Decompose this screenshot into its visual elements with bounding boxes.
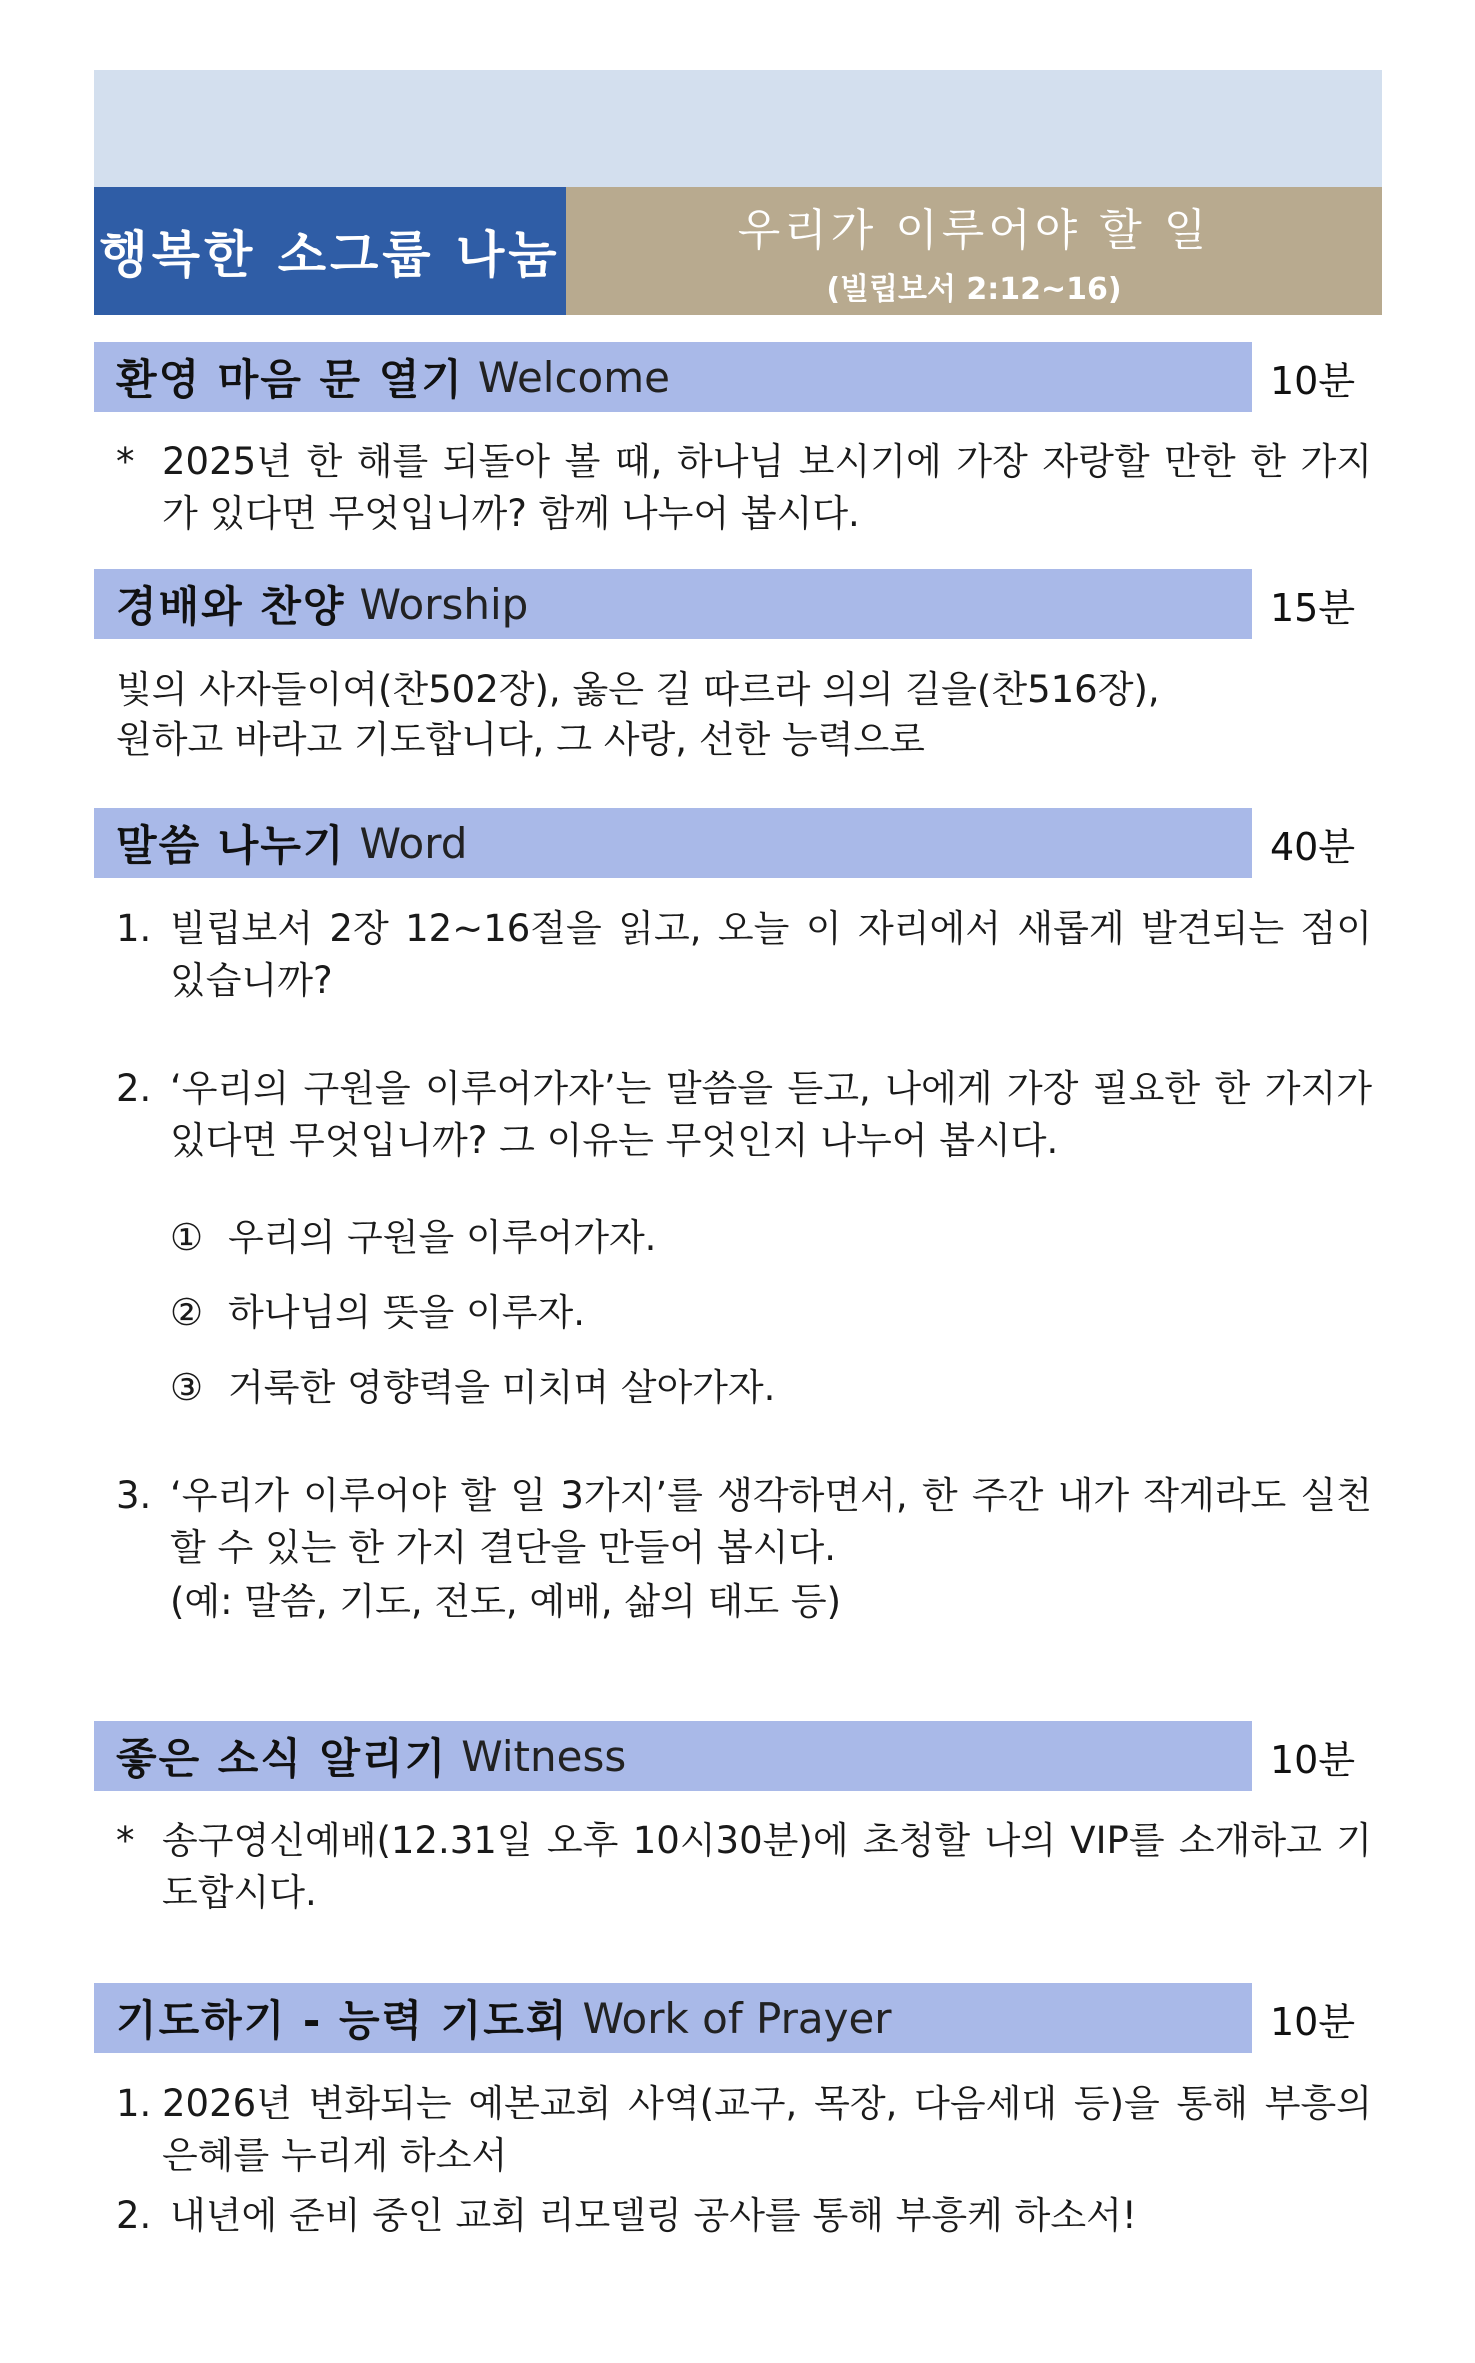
question-number: 1.: [116, 907, 152, 950]
section-time-witness: 10분: [1270, 1737, 1356, 1782]
witness-text: 송구영신예배(12.31일 오후 10시30분)에 초청할 나의 VIP를 소개하고 기도합시다.: [162, 1819, 1372, 1914]
word-question-3-example: (예: 말씀, 기도, 전도, 예배, 삶의 태도 등): [170, 1580, 842, 1623]
section-header-word: [94, 808, 1252, 878]
header-band: [94, 70, 1382, 187]
section-title-ko: 말씀 나누기: [116, 821, 346, 870]
section-title-en: Word: [359, 818, 468, 868]
prayer-item-1: 2026년 변화되는 예본교회 사역(교구, 목장, 다음세대 등)을 통해 부흥의 은혜를 누리게 하소서: [162, 2082, 1372, 2177]
section-title-en: Work of Prayer: [582, 1993, 892, 2043]
option-text: 우리의 구원을 이루어가자.: [228, 1216, 657, 1259]
section-title-ko: 경배와 찬양: [116, 582, 346, 631]
option-text: 거룩한 영향력을 미치며 살아가자.: [228, 1366, 776, 1409]
question-number: 2.: [116, 1067, 152, 1110]
lesson-scripture: (빌립보서 2:12~16): [826, 272, 1122, 307]
option-mark: ②: [170, 1291, 204, 1334]
section-header-prayer: [94, 1983, 1252, 2053]
section-title-en: Witness: [461, 1731, 627, 1781]
question-number: 3.: [116, 1474, 152, 1517]
bullet-mark: *: [116, 1819, 135, 1862]
section-title-ko: 환영 마음 문 열기: [116, 355, 464, 404]
prayer-number: 2.: [116, 2194, 152, 2237]
bullet-mark: *: [116, 440, 135, 483]
section-time-welcome: 10분: [1270, 358, 1356, 403]
section-title-ko: 기도하기 - 능력 기도회: [116, 1996, 569, 2045]
prayer-item-2: 내년에 준비 중인 교회 리모델링 공사를 통해 부흥케 하소서!: [170, 2194, 1137, 2237]
word-question-3: ‘우리가 이루어야 할 일 3가지’를 생각하면서, 한 주간 내가 작게라도 실천할 수 있는 한 가지 결단을 만들어 봅시다.: [170, 1474, 1372, 1569]
word-question-2: ‘우리의 구원을 이루어가자’는 말씀을 듣고, 나에게 가장 필요한 한 가지가 있다면 무엇입니까? 그 이유는 무엇인지 나누어 봅시다.: [170, 1067, 1372, 1162]
option-mark: ①: [170, 1216, 204, 1259]
section-time-word: 40분: [1270, 824, 1356, 869]
section-header-worship: [94, 569, 1252, 639]
section-time-prayer: 10분: [1270, 1999, 1356, 2044]
lesson-title: 우리가 이루어야 할 일: [737, 205, 1211, 256]
option-mark: ③: [170, 1366, 204, 1409]
word-question-1: 빌립보서 2장 12~16절을 읽고, 오늘 이 자리에서 새롭게 발견되는 점이 있습니까?: [170, 907, 1372, 1002]
page-title: 행복한 소그룹 나눔: [94, 187, 566, 315]
section-title-en: Worship: [359, 579, 529, 629]
worship-songs-line1: 빛의 사자들이여(찬502장), 옳은 길 따르라 의의 길을(찬516장),: [116, 668, 1160, 711]
section-title-en: Welcome: [477, 352, 670, 402]
worship-songs-line2: 원하고 바라고 기도합니다, 그 사랑, 선한 능력으로: [116, 718, 925, 761]
section-header-welcome: [94, 342, 1252, 412]
section-header-witness: [94, 1721, 1252, 1791]
lesson-title-box: [566, 187, 1382, 315]
welcome-question: 2025년 한 해를 되돌아 볼 때, 하나님 보시기에 가장 자랑할 만한 한 가지가 있다면 무엇입니까? 함께 나누어 봅시다.: [162, 440, 1372, 535]
option-text: 하나님의 뜻을 이루자.: [228, 1291, 585, 1334]
prayer-number: 1.: [116, 2082, 152, 2125]
section-title-ko: 좋은 소식 알리기: [116, 1734, 448, 1783]
section-time-worship: 15분: [1270, 585, 1356, 630]
